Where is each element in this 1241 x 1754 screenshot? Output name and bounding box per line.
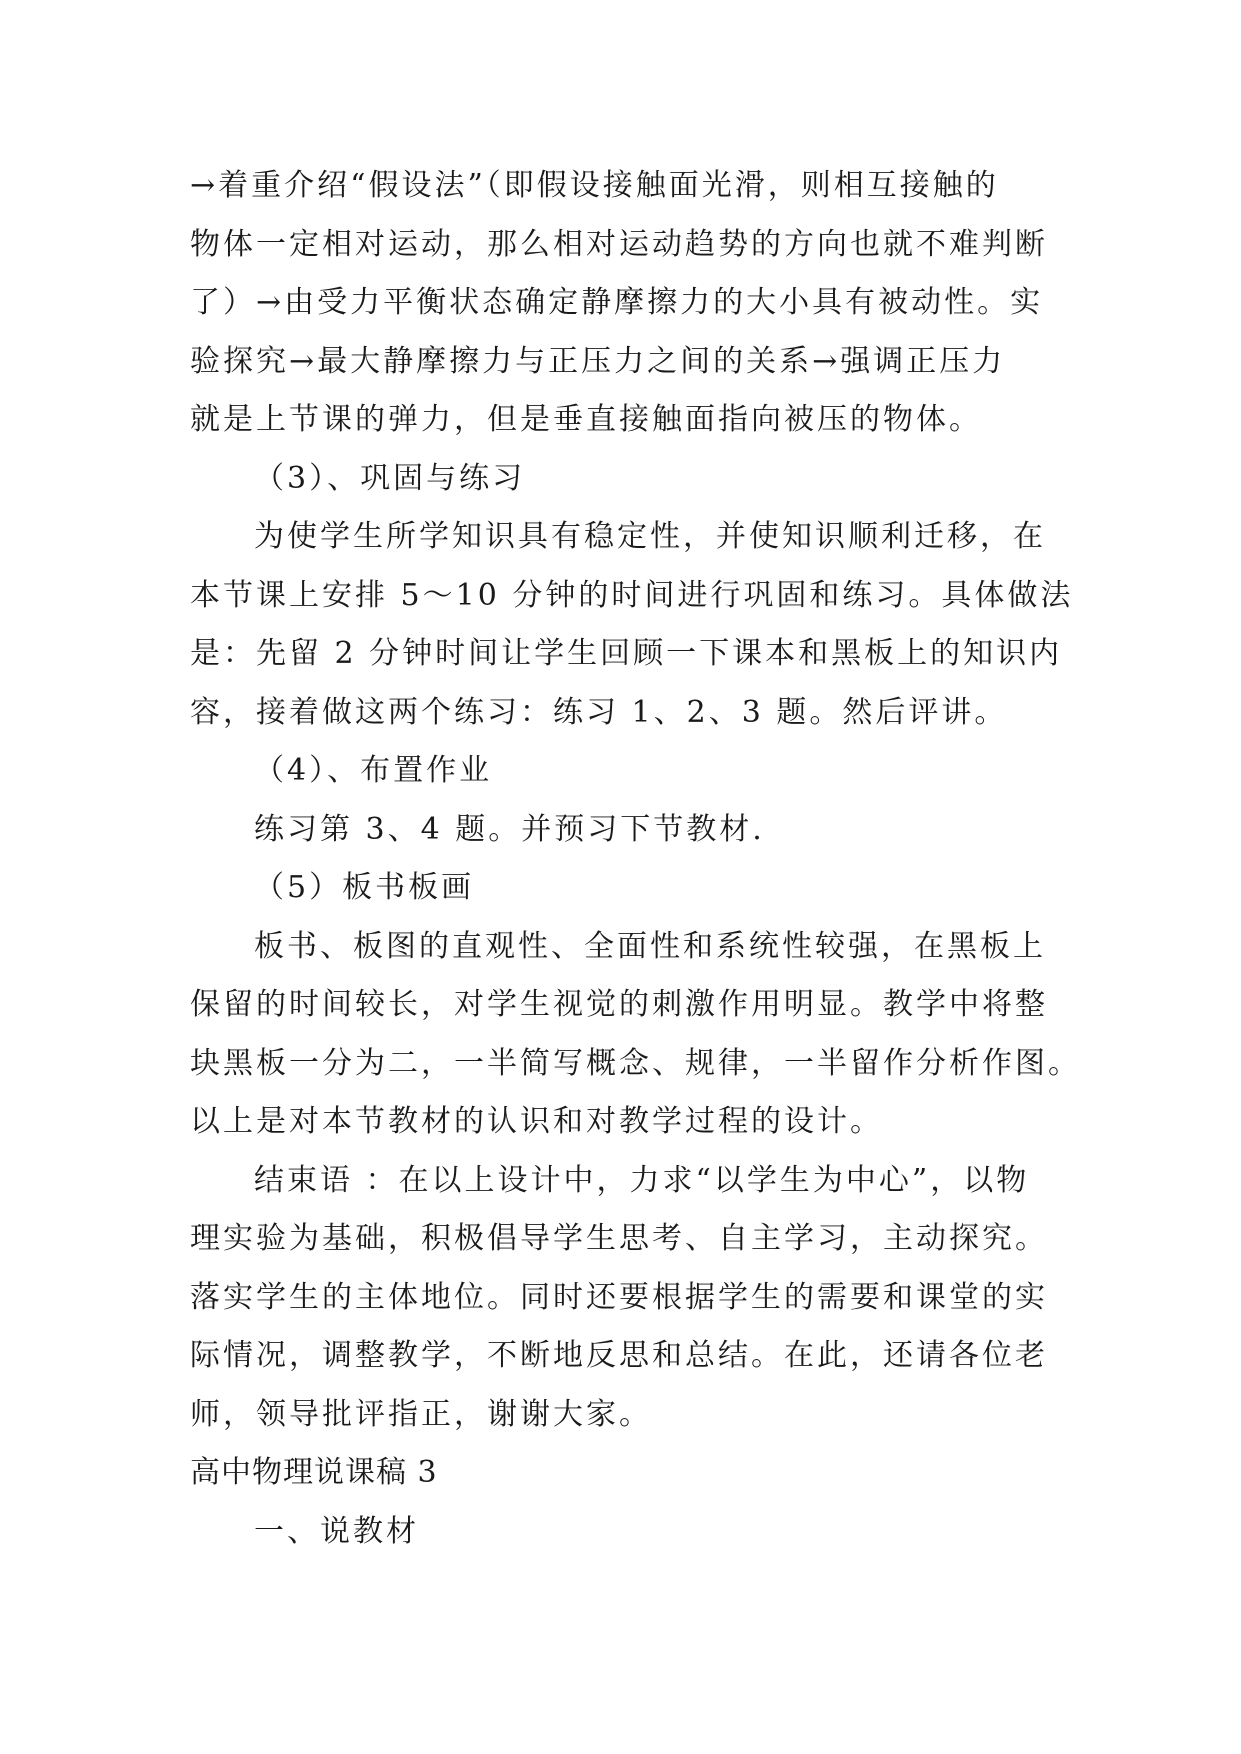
- paragraph-line: 落实学生的主体地位。同时还要根据学生的需要和课堂的实: [190, 1279, 1048, 1315]
- paragraph-line: 为使学生所学知识具有稳定性，并使知识顺利迁移，在: [254, 519, 1046, 554]
- paragraph-line: 容，接着做这两个练习：练习 1、2、3 题。然后评讲。: [190, 694, 1008, 730]
- paragraph-line: 物体一定相对运动，那么相对运动趋势的方向也就不难判断: [190, 226, 1048, 262]
- paragraph-line: 理实验为基础，积极倡导学生思考、自主学习，主动探究。: [190, 1221, 1048, 1256]
- paragraph-line: 结束语 ：在以上设计中，力求“以学生为中心”，以物: [254, 1162, 1030, 1198]
- section-heading-consolidation: （3）、巩固与练习: [254, 460, 526, 496]
- section-heading-homework: （4）、布置作业: [254, 753, 493, 788]
- paragraph-line: 际情况，调整教学，不断地反思和总结。在此，还请各位老: [190, 1338, 1048, 1373]
- document-section-title: 高中物理说课稿 3: [190, 1455, 438, 1490]
- paragraph-line: →着重介绍“假设法”（即假设接触面光滑，则相互接触的: [190, 168, 999, 203]
- paragraph-line: 保留的时间较长，对学生视觉的刺激作用明显。教学中将整: [190, 987, 1048, 1022]
- section-heading-textbook: 一、说教材: [254, 1513, 419, 1549]
- paragraph-line: 板书、板图的直观性、全面性和系统性较强，在黑板上: [254, 928, 1046, 964]
- paragraph-line: 本节课上安排 5～10 分钟的时间进行巩固和练习。具体做法: [190, 577, 1074, 613]
- section-heading-blackboard: （5）板书板画: [254, 870, 475, 905]
- paragraph-line: 了）→由受力平衡状态确定静摩擦力的大小具有被动性。实: [190, 285, 1044, 320]
- paragraph-line: 块黑板一分为二，一半简写概念、规律，一半留作分析作图。: [190, 1045, 1081, 1081]
- paragraph-line: 就是上节课的弹力，但是垂直接触面指向被压的物体。: [190, 402, 982, 437]
- paragraph-line: 验探究→最大静摩擦力与正压力之间的关系→强调正压力: [190, 343, 1006, 379]
- paragraph-line: 师，领导批评指正，谢谢大家。: [190, 1396, 652, 1432]
- paragraph-line: 是：先留 2 分钟时间让学生回顾一下课本和黑板上的知识内: [190, 636, 1063, 671]
- paragraph-line: 练习第 3、4 题。并预习下节教材.: [254, 811, 765, 847]
- paragraph-line: 以上是对本节教材的认识和对教学过程的设计。: [190, 1104, 883, 1139]
